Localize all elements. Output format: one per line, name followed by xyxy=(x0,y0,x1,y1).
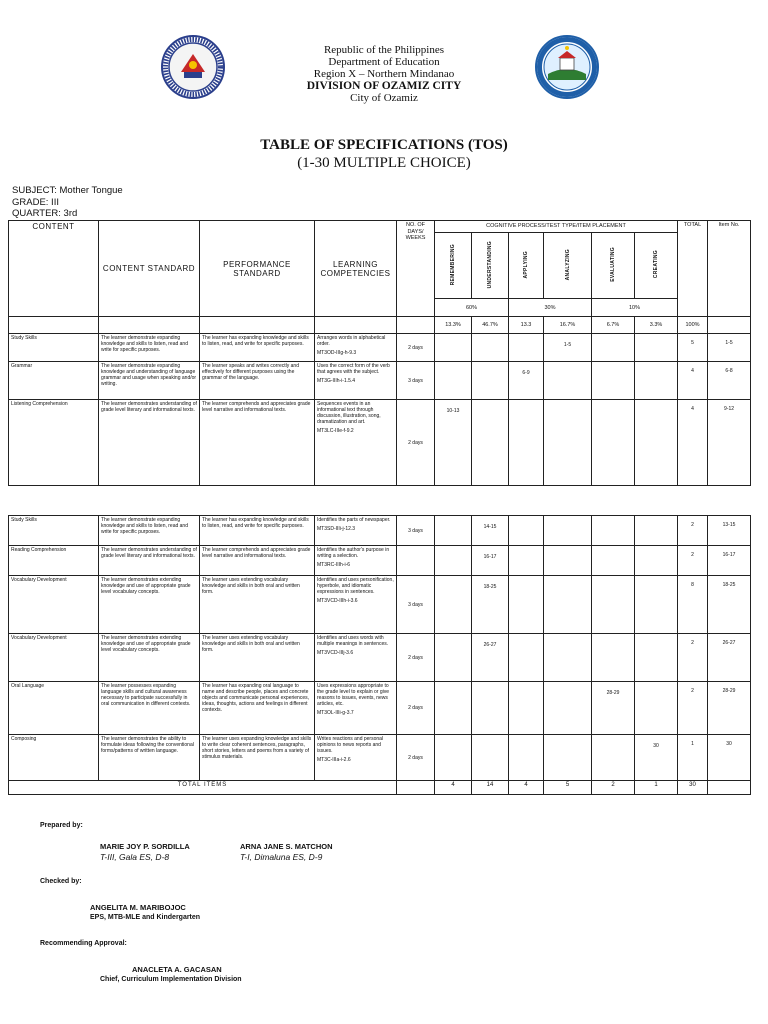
row-analyzing-items xyxy=(544,634,592,682)
competency-code: MT3VCD-IIIj-3.6 xyxy=(317,650,354,656)
department-line: Department of Education xyxy=(328,56,440,68)
col-performance-standard: PERFORMANCE STANDARD xyxy=(200,221,315,317)
total-items-label: TOTAL ITEMS xyxy=(9,781,397,795)
row-item-no: 1-5 xyxy=(708,334,751,362)
checker-name: ANGELITA M. MARIBOJOC xyxy=(90,903,186,912)
row-total: 2 xyxy=(678,516,708,546)
row-remembering-items xyxy=(435,516,472,546)
row-learning-competency xyxy=(315,362,397,400)
row-learning-competency xyxy=(315,634,397,682)
region-line: Region X – Northern Mindanao xyxy=(313,68,455,80)
preparer-1-name: MARIE JOY P. SORDILLA xyxy=(100,842,190,851)
row-total: 4 xyxy=(678,400,708,486)
subject-info xyxy=(12,185,123,220)
row-understanding-items xyxy=(472,362,509,400)
row-evaluating-items xyxy=(592,576,635,634)
prepared-by-label: Prepared by: xyxy=(40,822,83,829)
row-remembering-items xyxy=(435,546,472,576)
row-learning-competency xyxy=(315,576,397,634)
letterhead xyxy=(0,44,768,104)
recommender-name: ANACLETA A. GACASAN xyxy=(132,965,222,974)
grand-total: 30 xyxy=(678,781,708,795)
table-row xyxy=(9,334,751,362)
row-content-standard: The learner demonstrate expanding knowledge and understanding of language grammar and usage when speaking and/or writing. xyxy=(99,362,200,400)
row-analyzing-items xyxy=(544,682,592,735)
row-content-standard: The learner demonstrate expanding knowledge and skills to listen, read and write for specific purposes. xyxy=(99,516,200,546)
row-performance-standard: The learner uses extending vocabulary knowledge and skills in both oral and written form. xyxy=(200,634,315,682)
recommender xyxy=(100,965,242,985)
row-performance-standard: The learner speaks and writes correctly and effectively for different purposes using the grammar of the language. xyxy=(200,362,315,400)
col-content: CONTENT xyxy=(9,221,99,317)
percent-evaluating: 6.7% xyxy=(592,317,635,334)
total-applying: 4 xyxy=(509,781,544,795)
row-applying-items xyxy=(509,516,544,546)
percent-remembering: 13.3% xyxy=(435,317,472,334)
row-understanding-items xyxy=(472,334,509,362)
title-main: TABLE OF SPECIFICATIONS (TOS) xyxy=(260,137,508,153)
row-learning-competency xyxy=(315,334,397,362)
row-learning-competency xyxy=(315,735,397,781)
row-remembering-items xyxy=(435,334,472,362)
row-remembering-items xyxy=(435,576,472,634)
row-content-standard: The learner demonstrates understanding of grade level literary and informational texts. xyxy=(99,400,200,486)
row-days: 2 days xyxy=(397,735,435,781)
division-line: DIVISION OF OZAMIZ CITY xyxy=(306,80,462,92)
row-evaluating-items xyxy=(592,400,635,486)
competency-code: MT3LC-IIIe-f-9.2 xyxy=(317,428,354,434)
row-total: 4 xyxy=(678,362,708,400)
row-content-standard: The learner demonstrates understanding of grade level literary and informational texts. xyxy=(99,546,200,576)
row-applying-items xyxy=(509,735,544,781)
table-row xyxy=(9,516,751,546)
row-days xyxy=(397,546,435,576)
row-days: 2 days xyxy=(397,634,435,682)
row-understanding-items xyxy=(472,400,509,486)
row-applying-items xyxy=(509,334,544,362)
row-learning-competency xyxy=(315,546,397,576)
level-analyzing: ANALYZING xyxy=(544,233,592,299)
row-content: Composing xyxy=(9,735,99,781)
total-evaluating: 2 xyxy=(592,781,635,795)
row-days: 2 days xyxy=(397,400,435,486)
col-total: TOTAL xyxy=(678,221,708,317)
row-total: 1 xyxy=(678,735,708,781)
row-content: Listening Comprehension xyxy=(9,400,99,486)
row-analyzing-items: 1-5 xyxy=(544,334,592,362)
level-applying: APPLYING xyxy=(509,233,544,299)
row-applying-items xyxy=(509,634,544,682)
row-content: Grammar xyxy=(9,362,99,400)
row-creating-items xyxy=(635,546,678,576)
row-content: Study Skills xyxy=(9,516,99,546)
title-sub: (1-30 MULTIPLE CHOICE) xyxy=(297,155,471,171)
row-applying-items xyxy=(509,576,544,634)
row-performance-standard: The learner has expanding knowledge and skills to listen, read, and write for specific purposes. xyxy=(200,334,315,362)
table-row xyxy=(9,682,751,735)
preparer-1 xyxy=(100,842,190,862)
row-remembering-items xyxy=(435,634,472,682)
row-content-standard: The learner demonstrates extending knowledge and use of appropriate grade level vocabulary concepts. xyxy=(99,634,200,682)
row-days: 3 days xyxy=(397,576,435,634)
row-item-no: 6-8 xyxy=(708,362,751,400)
row-creating-items xyxy=(635,634,678,682)
row-evaluating-items xyxy=(592,334,635,362)
col-learning-competencies: LEARNING COMPETENCIES xyxy=(315,221,397,317)
row-item-no: 9-12 xyxy=(708,400,751,486)
competency-text: Identifies and uses words with multiple meanings in sentences. xyxy=(317,635,389,647)
table-row xyxy=(9,634,751,682)
row-item-no: 30 xyxy=(708,735,751,781)
total-analyzing: 5 xyxy=(544,781,592,795)
row-content: Study Skills xyxy=(9,334,99,362)
row-evaluating-items: 28-29 xyxy=(592,682,635,735)
row-analyzing-items xyxy=(544,516,592,546)
document-title xyxy=(0,136,768,172)
row-remembering-items xyxy=(435,735,472,781)
competency-text: Sequences events in an informational text through discussion, illustration, song, dramatization and art. xyxy=(317,401,381,425)
city-line: City of Ozamiz xyxy=(350,92,418,104)
total-remembering: 4 xyxy=(435,781,472,795)
row-evaluating-items xyxy=(592,634,635,682)
row-understanding-items: 16-17 xyxy=(472,546,509,576)
row-analyzing-items xyxy=(544,576,592,634)
row-content: Vocabulary Development xyxy=(9,634,99,682)
col-cognitive: COGNITIVE PROCESS/TEST TYPE/ITEM PLACEMENT xyxy=(435,221,678,233)
preparer-2-position: T-I, Dimaluna ES, D-9 xyxy=(240,852,323,862)
row-item-no: 18-25 xyxy=(708,576,751,634)
row-understanding-items: 26-27 xyxy=(472,634,509,682)
row-creating-items xyxy=(635,362,678,400)
row-applying-items: 6-9 xyxy=(509,362,544,400)
level-understanding: UNDERSTANDING xyxy=(472,233,509,299)
recommending-approval-label: Recommending Approval: xyxy=(40,940,127,947)
preparer-2 xyxy=(240,842,333,862)
competency-text: Identifies the parts of newspaper. xyxy=(317,517,391,523)
row-total: 5 xyxy=(678,334,708,362)
row-applying-items xyxy=(509,682,544,735)
competency-code: MT3VCD-IIIh-i-3.6 xyxy=(317,598,358,604)
col-content-standard: CONTENT STANDARD xyxy=(99,221,200,317)
subject-line: SUBJECT: Mother Tongue xyxy=(12,185,123,196)
row-understanding-items xyxy=(472,735,509,781)
competency-text: Writes reactions and personal opinions to news reports and issues. xyxy=(317,736,384,754)
competency-code: MT3RC-IIIh-i-6 xyxy=(317,562,351,568)
row-performance-standard: The learner uses expanding knowledge and skills to write clear coherent sentences, paragraphs, short stories, letters and poems from a variety of stimulus materials. xyxy=(200,735,315,781)
preparer-2-name: ARNA JANE S. MATCHON xyxy=(240,842,333,851)
row-creating-items: 30 xyxy=(635,735,678,781)
competency-code: MT3C-IIIa-i-2.6 xyxy=(317,757,351,763)
row-applying-items xyxy=(509,546,544,576)
level-remembering: REMEMBERING xyxy=(435,233,472,299)
competency-text: Identifies the author's purpose in writing a selection. xyxy=(317,547,390,559)
percent-creating: 3.3% xyxy=(635,317,678,334)
competency-text: Identifies and uses personification, hyperbole, and idiomatic expressions in sentences. xyxy=(317,577,394,595)
row-performance-standard: The learner comprehends and appreciates grade level narrative and informational texts. xyxy=(200,546,315,576)
percent-applying: 13.3 xyxy=(509,317,544,334)
row-evaluating-items xyxy=(592,546,635,576)
row-analyzing-items xyxy=(544,362,592,400)
competency-code: MT3OD-IIIg-h-9.3 xyxy=(317,350,357,356)
row-content: Reading Comprehension xyxy=(9,546,99,576)
checker-position: EPS, MTB-MLE and Kindergarten xyxy=(90,914,201,921)
row-performance-standard: The learner comprehends and appreciates grade level narrative and informational texts. xyxy=(200,400,315,486)
group-10: 10% xyxy=(592,299,678,317)
competency-text: Arranges words in alphabetical order. xyxy=(317,335,386,347)
level-creating: CREATING xyxy=(635,233,678,299)
row-days: 2 days xyxy=(397,682,435,735)
row-content: Oral Language xyxy=(9,682,99,735)
table-row xyxy=(9,735,751,781)
republic-line: Republic of the Philippines xyxy=(323,44,445,56)
row-item-no: 28-29 xyxy=(708,682,751,735)
row-creating-items xyxy=(635,334,678,362)
row-remembering-items: 10-13 xyxy=(435,400,472,486)
checked-by-label: Checked by: xyxy=(40,878,82,885)
table-row xyxy=(9,362,751,400)
row-days: 3 days xyxy=(397,516,435,546)
row-creating-items xyxy=(635,576,678,634)
row-total: 2 xyxy=(678,546,708,576)
row-remembering-items xyxy=(435,362,472,400)
row-performance-standard: The learner has expanding knowledge and skills to listen, read, and write for specific purposes. xyxy=(200,516,315,546)
row-creating-items xyxy=(635,516,678,546)
row-item-no: 16-17 xyxy=(708,546,751,576)
row-understanding-items: 14-15 xyxy=(472,516,509,546)
row-understanding-items: 18-25 xyxy=(472,576,509,634)
row-remembering-items xyxy=(435,682,472,735)
row-analyzing-items xyxy=(544,546,592,576)
level-evaluating: EVALUATING xyxy=(592,233,635,299)
row-total: 2 xyxy=(678,682,708,735)
col-item-no: Item No. xyxy=(708,221,751,317)
group-30: 30% xyxy=(509,299,592,317)
row-creating-items xyxy=(635,400,678,486)
row-content-standard: The learner possesses expanding language skills and cultural awareness necessary to participate successfully in oral communication in different contexts. xyxy=(99,682,200,735)
row-content-standard: The learner demonstrates the ability to formulate ideas following the conventional forms/patterns of written language. xyxy=(99,735,200,781)
row-evaluating-items xyxy=(592,362,635,400)
total-understanding: 14 xyxy=(472,781,509,795)
row-content-standard: The learner demonstrate expanding knowledge and skills to listen, read and write for specific purposes. xyxy=(99,334,200,362)
table-row xyxy=(9,576,751,634)
row-applying-items xyxy=(509,400,544,486)
checker xyxy=(90,903,200,923)
table-row xyxy=(9,400,751,486)
competency-code: MT3G-IIIh-i-1.5.4 xyxy=(317,378,356,384)
total-creating: 1 xyxy=(635,781,678,795)
row-analyzing-items xyxy=(544,400,592,486)
col-days: NO. OF DAYS/ WEEKS xyxy=(397,221,435,317)
row-content-standard: The learner demonstrates extending knowledge and use of appropriate grade level vocabulary concepts. xyxy=(99,576,200,634)
recommender-position: Chief, Curriculum Implementation Division xyxy=(100,976,242,983)
row-learning-competency xyxy=(315,400,397,486)
row-content: Vocabulary Development xyxy=(9,576,99,634)
row-creating-items xyxy=(635,682,678,735)
grade-line: GRADE: III xyxy=(12,196,59,208)
percent-total: 100% xyxy=(678,317,708,334)
group-60: 60% xyxy=(435,299,509,317)
preparer-1-position: T-III, Gala ES, D-8 xyxy=(100,852,170,862)
row-total: 2 xyxy=(678,634,708,682)
row-evaluating-items xyxy=(592,735,635,781)
row-analyzing-items xyxy=(544,735,592,781)
tos-table-part2 xyxy=(8,515,751,795)
row-understanding-items xyxy=(472,682,509,735)
row-performance-standard: The learner uses extending vocabulary knowledge and skills in both oral and written form. xyxy=(200,576,315,634)
competency-code: MT3OL-IIIi-g-3.7 xyxy=(317,710,354,716)
competency-code: MT3SD-IIIi-j-12.3 xyxy=(317,526,356,532)
row-learning-competency xyxy=(315,516,397,546)
percent-understanding: 46.7% xyxy=(472,317,509,334)
row-days: 2 days xyxy=(397,334,435,362)
table-row xyxy=(9,546,751,576)
competency-text: Uses the correct form of the verb that agrees with the subject. xyxy=(317,363,390,375)
quarter-line: QUARTER: 3rd xyxy=(12,208,78,219)
row-total: 8 xyxy=(678,576,708,634)
tos-table-part1 xyxy=(8,220,751,486)
row-evaluating-items xyxy=(592,516,635,546)
row-item-no: 13-15 xyxy=(708,516,751,546)
row-item-no: 26-27 xyxy=(708,634,751,682)
percent-analyzing: 16.7% xyxy=(544,317,592,334)
row-learning-competency xyxy=(315,682,397,735)
row-days: 3 days xyxy=(397,362,435,400)
row-performance-standard: The learner has expanding oral language to name and describe people, places and concrete objects and communicate personal experiences, ideas, thoughts, actions and feelings in different contexts. xyxy=(200,682,315,735)
competency-text: Uses expressions appropriate to the grade level to explain or give reasons to issues, events, news articles, etc. xyxy=(317,683,389,707)
